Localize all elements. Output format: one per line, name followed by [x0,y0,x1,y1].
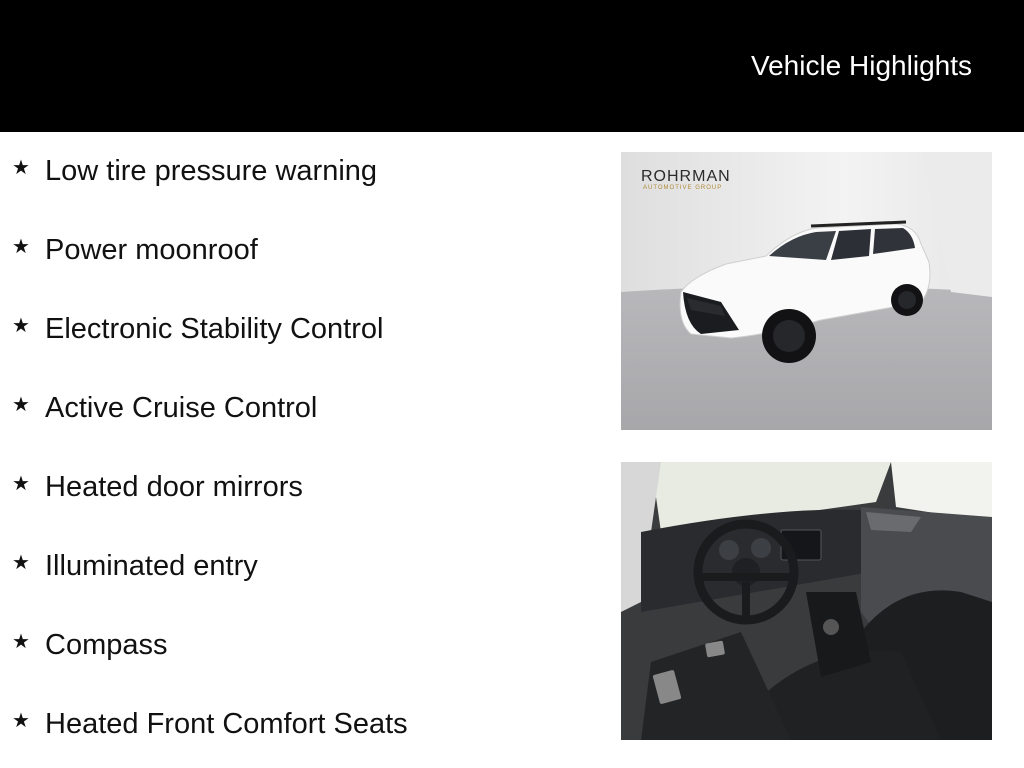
feature-label: Active Cruise Control [45,392,318,424]
list-item [12,703,592,768]
list-item [12,387,592,466]
list-item [12,545,592,624]
list-item [12,308,592,387]
star-icon: ★ [12,315,30,337]
header-banner [0,0,1024,132]
list-item [12,624,592,703]
list-item [12,466,592,545]
feature-label: Power moonroof [45,234,258,266]
dealer-logo-subtitle: AUTOMOTIVE GROUP [643,185,723,191]
feature-label: Compass [45,629,168,661]
feature-label: Heated Front Comfort Seats [45,708,408,740]
star-icon: ★ [12,631,30,653]
star-icon: ★ [12,710,30,732]
feature-label: Illuminated entry [45,550,258,582]
star-icon: ★ [12,236,30,258]
feature-list [12,150,592,768]
star-icon: ★ [12,157,30,179]
feature-label: Low tire pressure warning [45,155,378,187]
feature-label: Heated door mirrors [45,471,303,503]
star-icon: ★ [12,394,30,416]
feature-label: Electronic Stability Control [45,313,384,345]
list-item [12,229,592,308]
vehicle-interior-photo[interactable] [621,462,992,740]
star-icon: ★ [12,473,30,495]
dealer-logo: ROHRMAN [641,168,731,185]
star-icon: ★ [12,552,30,574]
page-title: Vehicle Highlights [750,50,972,81]
vehicle-exterior-photo[interactable] [621,152,992,430]
list-item [12,150,592,229]
